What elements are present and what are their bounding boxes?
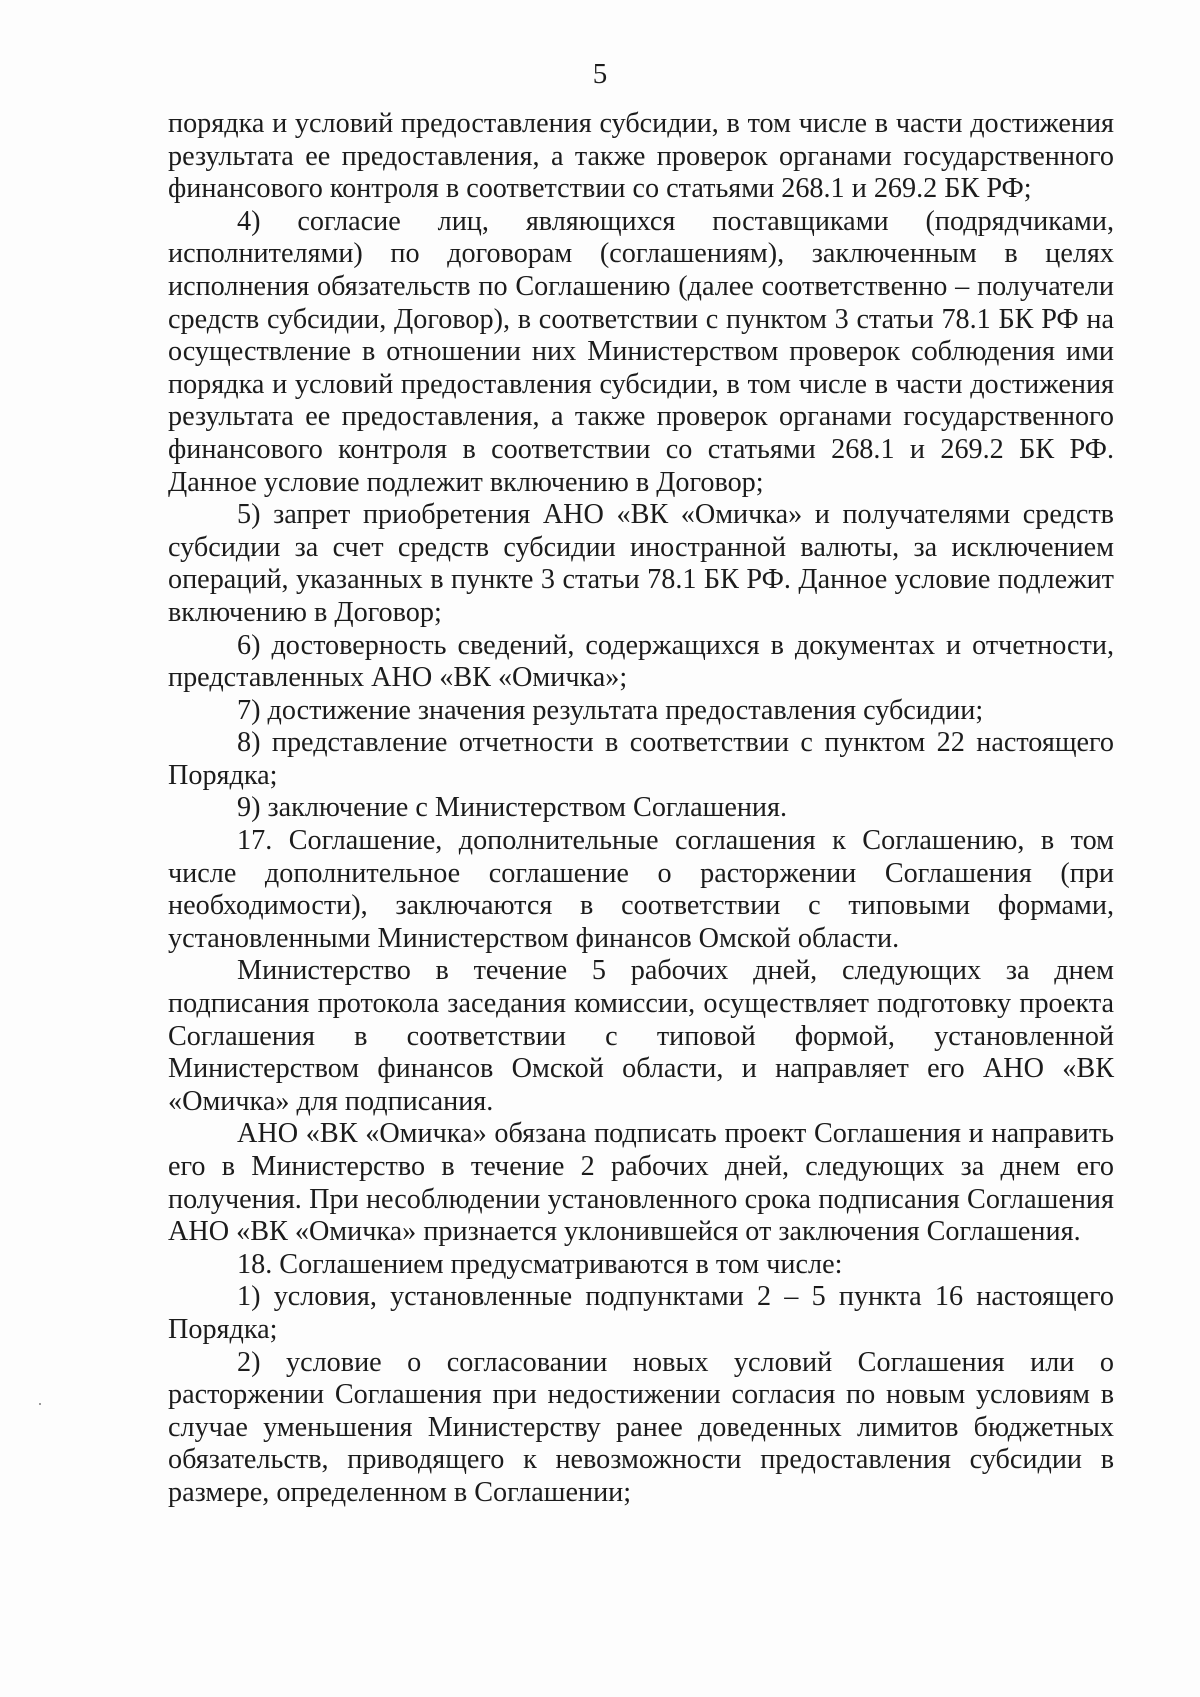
paragraph-item-18-1: 1) условия, установленные подпунктами 2 – 5 пункта 16 настоящего Порядка;	[168, 1281, 1114, 1345]
paragraph-item-16-6: 6) достоверность сведений, содержащихся в документах и отчетности, представленных АНО «ВК «Омичка»;	[168, 629, 1114, 694]
paragraph-item-16-8: 8) представление отчетности в соответствии с пунктом 22 настоящего Порядка;	[168, 727, 1114, 791]
paragraph-signing-obligation: АНО «ВК «Омичка» обязана подписать проект Соглашения и направить его в Министерство в течение 2 рабочих дней, следующих за днем его получения. При несоблюдении установленного срока подписания Соглашения АНО «ВК «Омичка» признается уклонившейся от заключения Соглашения.	[168, 1118, 1114, 1248]
scan-speck	[39, 1403, 41, 1405]
paragraph-item-18-2: 2) условие о согласовании новых условий Соглашения или о расторжении Соглашения при недостижении согласия по новым условиям в случае уменьшения Министерству ранее доведенных лимитов бюджетных обязательств, приводящего к невозможности предоставления субсидии в размере, определенном в Соглашении;	[168, 1346, 1114, 1508]
document-body	[168, 108, 1114, 1510]
paragraph-continuation: порядка и условий предоставления субсидии, в том числе в части достижения результата ее предоставления, а также проверок органами государственного финансового контроля в соответствии со статьями 268.1 и 269.2 БК РФ;	[168, 108, 1114, 205]
paragraph-item-16-9: 9) заключение с Министерством Соглашения.	[237, 792, 788, 824]
paragraph-clause-18: 18. Соглашением предусматриваются в том числе:	[237, 1248, 843, 1280]
paragraph-item-16-4: 4) согласие лиц, являющихся поставщиками (подрядчиками, исполнителями) по договорам (соглашениям), заключенным в целях исполнения обязательств по Соглашению (далее соответственно – получатели средств субсидии, Договор), в соответствии с пунктом 3 статьи 78.1 БК РФ на осуществление в отношении них Министерством проверок соблюдения ими порядка и условий предоставления субсидии, в том числе в части достижения результата ее предоставления, а также проверок органами государственного финансового контроля в соответствии со статьями 268.1 и 269.2 БК РФ. Данное условие подлежит включению в Договор;	[168, 205, 1114, 498]
paragraph-clause-17: 17. Соглашение, дополнительные соглашения к Соглашению, в том числе дополнительное соглашение о расторжении Соглашения (при необходимости), заключаются в соответствии с типовыми формами, установленными Министерством финансов Омской области.	[168, 825, 1114, 954]
page-number: 5	[592, 58, 608, 90]
paragraph-item-16-7: 7) достижение значения результата предоставления субсидии;	[237, 694, 984, 726]
paragraph-ministry-preparation: Министерство в течение 5 рабочих дней, следующих за днем подписания протокола заседания комиссии, осуществляет подготовку проекта Соглашения в соответствии с типовой формой, установленной Министерством финансов Омской области, и направляет его АНО «ВК «Омичка» для подписания.	[168, 955, 1114, 1117]
paragraph-item-16-5: 5) запрет приобретения АНО «ВК «Омичка» и получателями средств субсидии за счет средств субсидии иностранной валюты, за исключением операций, указанных в пункте 3 статьи 78.1 БК РФ. Данное условие подлежит включению в Договор;	[168, 499, 1114, 628]
